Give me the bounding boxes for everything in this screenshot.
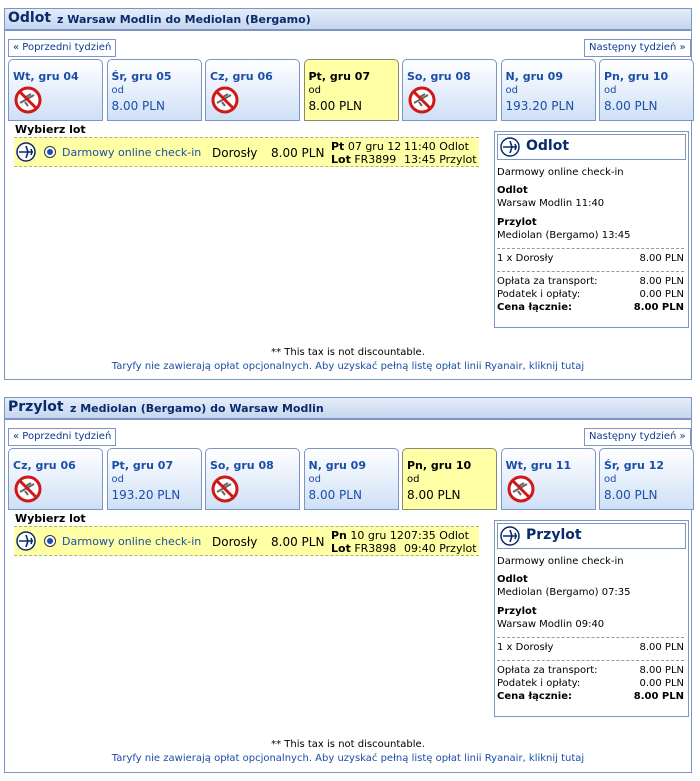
inbound-day-tab[interactable] [402,448,497,510]
day-label: Wt, gru 11 [505,459,572,472]
outbound-flight-date: Pt 07 gru 12 [331,140,402,153]
inbound-next-week-button[interactable]: Następny tydzień » [584,428,691,446]
airplane-icon [16,142,36,162]
outbound-day-tab[interactable] [8,59,103,121]
inbound-passenger-type: Dorosły [212,535,258,549]
inbound-day-tab[interactable] [107,448,202,510]
inbound-day-tab[interactable] [599,448,694,510]
day-label: Pn, gru 10 [604,70,669,83]
outbound-passenger-type: Dorosły [212,146,258,160]
day-from-label: od [111,85,124,96]
day-label: Śr, gru 05 [111,70,172,83]
day-label: So, gru 08 [210,459,274,472]
no-flight-icon [14,475,42,503]
inbound-arrival-time: 09:40 Przylot [404,542,477,555]
inbound-tax-note: ** This tax is not discountable. [271,739,425,750]
inbound-flight-date: Pn 10 gru 12 [331,529,404,542]
inbound-summary-title: Przylot [526,527,582,543]
outbound-flight-price: 8.00 PLN [271,146,325,160]
outbound-route: z Warsaw Modlin do Mediolan (Bergamo) [57,13,311,26]
inbound-departure-time: 07:35 Odlot [404,529,469,542]
no-flight-icon [211,86,239,114]
day-price: 8.00 PLN [604,488,658,502]
outbound-body [4,30,692,380]
no-flight-icon [14,86,42,114]
inbound-summary-header [497,523,686,549]
day-label: Pt, gru 07 [111,459,174,472]
outbound-tax-note: ** This tax is not discountable. [271,347,425,358]
outbound-summary-title: Odlot [526,138,570,154]
day-price: 8.00 PLN [308,488,362,502]
outbound-day-tab[interactable] [599,59,694,121]
outbound-header [4,8,692,30]
day-price: 193.20 PLN [505,99,575,113]
outbound-summary-dep-value: Warsaw Modlin 11:40 [497,198,605,209]
outbound-arrival-time: 13:45 Przylot [404,153,477,166]
no-flight-icon [211,475,239,503]
outbound-fees-link[interactable]: Taryfy nie zawierają opłat opcjonalnych. Aby uzyskać pełną listę opłat linii Ryanair, kliknij tutaj [111,361,585,372]
inbound-summary-dep-heading: Odlot [497,574,528,585]
day-price: 8.00 PLN [604,99,658,113]
day-label: N, gru 09 [308,459,366,472]
day-from-label: od [407,474,420,485]
inbound-day-tab[interactable] [304,448,399,510]
inbound-day-tab[interactable] [8,448,103,510]
outbound-summary-total: Cena łącznie: 8.00 PLN [497,302,684,313]
inbound-body [4,419,692,773]
inbound-header [4,397,692,419]
day-from-label: od [308,474,321,485]
inbound-day-tab[interactable] [205,448,300,510]
airplane-icon [500,526,520,546]
outbound-flight-row[interactable] [14,137,479,167]
outbound-prev-week-button[interactable]: « Poprzedni tydzień [8,39,116,57]
day-label: So, gru 08 [407,70,471,83]
day-from-label: od [111,474,124,485]
divider [497,248,684,249]
outbound-choose-label: Wybierz lot [15,123,86,136]
outbound-flight-radio[interactable] [44,146,56,158]
no-flight-icon [408,86,436,114]
outbound-title: Odlot [8,10,52,26]
inbound-summary-dep-value: Mediolan (Bergamo) 07:35 [497,587,631,598]
day-from-label: od [604,85,617,96]
inbound-title: Przylot [8,399,64,415]
day-from-label: od [505,85,518,96]
divider [497,660,684,661]
inbound-flight-row[interactable] [14,526,479,556]
divider [497,637,684,638]
inbound-summary-transport: Opłata za transport: 8.00 PLN [497,665,684,676]
outbound-next-week-button[interactable]: Następny tydzień » [584,39,691,57]
day-price: 193.20 PLN [111,488,181,502]
day-label: Śr, gru 12 [604,459,665,472]
day-label: Cz, gru 06 [13,459,76,472]
inbound-prev-week-button[interactable]: « Poprzedni tydzień [8,428,116,446]
day-label: N, gru 09 [505,70,563,83]
day-price: 8.00 PLN [111,99,165,113]
inbound-summary-panel [494,520,689,717]
airplane-icon [16,531,36,551]
day-from-label: od [308,85,321,96]
inbound-summary-total: Cena łącznie: 8.00 PLN [497,691,684,702]
day-price: 8.00 PLN [308,99,362,113]
day-label: Pt, gru 07 [308,70,371,83]
outbound-summary-panel [494,131,689,328]
inbound-choose-label: Wybierz lot [15,512,86,525]
outbound-summary-header [497,134,686,160]
outbound-summary-pax: 1 x Dorosły 8.00 PLN [497,253,684,264]
outbound-summary-arr-heading: Przylot [497,217,537,228]
inbound-checkin-label: Darmowy online check-in [62,535,202,548]
inbound-flight-number: Lot FR3898 [331,542,397,555]
outbound-summary-tax: Podatek i opłaty: 0.00 PLN [497,289,684,300]
inbound-day-tab[interactable] [501,448,596,510]
outbound-day-tab[interactable] [304,59,399,121]
outbound-departure-time: 11:40 Odlot [404,140,469,153]
outbound-day-tab[interactable] [402,59,497,121]
outbound-day-tab[interactable] [205,59,300,121]
no-flight-icon [507,475,535,503]
outbound-day-tab[interactable] [107,59,202,121]
day-price: 8.00 PLN [407,488,461,502]
day-label: Pn, gru 10 [407,459,472,472]
outbound-day-tab[interactable] [501,59,596,121]
outbound-summary-checkin: Darmowy online check-in [497,167,624,178]
outbound-summary-arr-value: Mediolan (Bergamo) 13:45 [497,230,631,241]
outbound-flight-number: Lot FR3899 [331,153,397,166]
inbound-flight-price: 8.00 PLN [271,535,325,549]
outbound-summary-transport: Opłata za transport: 8.00 PLN [497,276,684,287]
day-label: Cz, gru 06 [210,70,273,83]
inbound-route: z Mediolan (Bergamo) do Warsaw Modlin [70,402,324,415]
outbound-checkin-label: Darmowy online check-in [62,146,202,159]
outbound-summary-dep-heading: Odlot [497,185,528,196]
inbound-flight-radio[interactable] [44,535,56,547]
inbound-fees-link[interactable]: Taryfy nie zawierają opłat opcjonalnych. Aby uzyskać pełną listę opłat linii Ryanair, kliknij tutaj [111,753,585,764]
day-label: Wt, gru 04 [13,70,79,83]
airplane-icon [500,137,520,157]
divider [497,271,684,272]
day-from-label: od [604,474,617,485]
inbound-summary-tax: Podatek i opłaty: 0.00 PLN [497,678,684,689]
inbound-summary-checkin: Darmowy online check-in [497,556,624,567]
inbound-summary-arr-heading: Przylot [497,606,537,617]
inbound-summary-arr-value: Warsaw Modlin 09:40 [497,619,605,630]
inbound-summary-pax: 1 x Dorosły 8.00 PLN [497,642,684,653]
